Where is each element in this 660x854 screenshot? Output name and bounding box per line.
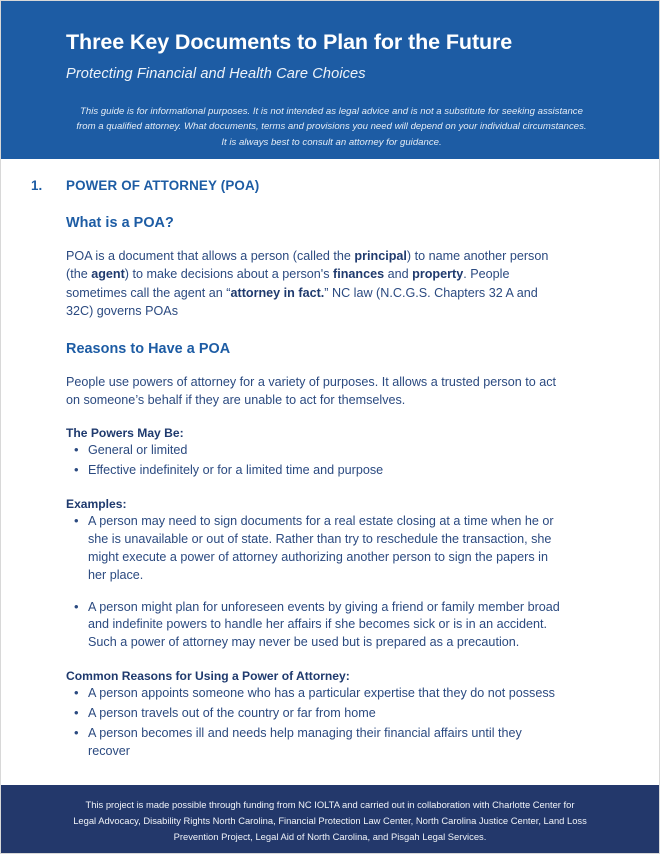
list-item: • General or limited xyxy=(66,442,562,460)
para1-part3: ) to make decisions about a person's xyxy=(124,267,334,282)
section-title: POWER OF ATTORNEY (POA) xyxy=(66,178,260,193)
section-content xyxy=(1,215,607,761)
list-item: • A person becomes ill and needs help managing their financial affairs until they recover xyxy=(66,725,562,761)
label-the-powers-may-be: The Powers May Be: xyxy=(66,426,184,441)
list-item: • A person might plan for unforeseen events by giving a friend or family member broad and indefinite powers to handle her affairs if she becomes sick or is in an accident. Such a power of attorney may never be used but is prepared as a precaution. xyxy=(66,599,562,653)
subheading-reasons-to-have-a-poa: Reasons to Have a POA xyxy=(66,340,231,357)
footer-funding-text: This project is made possible through funding from NC IOLTA and carried out in collaboration with Charlotte Center for Legal Advocacy, Disability Rights North Carolina, Financial Protection Law Center, North Carolina Justice Center, Land Loss Prevention Project, Legal Aid of North Carolina, and Pisgah Legal Services. xyxy=(73,799,587,843)
para1-bold1: principal xyxy=(354,249,407,264)
document-footer xyxy=(1,785,659,853)
document-body xyxy=(1,177,659,761)
page-title: Three Key Documents to Plan for the Future xyxy=(66,30,513,54)
paragraph-reasons: People use powers of attorney for a variety of purposes. It allows a trusted person to act on someone’s behalf if they are unable to act for themselves. xyxy=(66,374,557,407)
list-common-reasons xyxy=(66,685,562,761)
para1-part6: ” NC law (N.C.G.S. Chapters 32 A and 32C) governs POAs xyxy=(66,285,538,319)
list-examples xyxy=(66,513,562,652)
list-item: • A person appoints someone who has a particular expertise that they do not possess xyxy=(66,685,562,703)
list-powers-may-be xyxy=(66,442,562,480)
list-item: • Effective indefinitely or for a limited time and purpose xyxy=(66,462,562,480)
label-examples: Examples: xyxy=(66,497,127,512)
para1-part5: . People sometimes call the agent an “ xyxy=(66,267,510,300)
section-number: 1. xyxy=(31,178,43,193)
para1-bold5: attorney in fact. xyxy=(230,285,325,300)
section-heading-row xyxy=(1,177,607,195)
list-item: • A person may need to sign documents for a real estate closing at a time when he or she is unavailable or out of state. Rather than try to reschedule the transaction, she might execute a power of attorney authorizing another person to sign the papers in her place. xyxy=(66,513,562,585)
header-disclaimer-text: This guide is for informational purposes. It is not intended as legal advice and is not a substitute for seeking assistance from a qualified attorney. What documents, terms and provisions you need will depend on your individual circumstances. It is always best to consult an attorney for guidance. xyxy=(76,105,587,148)
page-subtitle: Protecting Financial and Health Care Choices xyxy=(66,65,366,82)
document-header xyxy=(1,1,659,159)
para1-bold3: finances xyxy=(333,267,385,282)
label-common-reasons: Common Reasons for Using a Power of Attorney: xyxy=(66,669,350,684)
list-item: • A person travels out of the country or far from home xyxy=(66,705,562,723)
para1-part1: POA is a document that allows a person (called the xyxy=(66,249,355,264)
subheading-what-is-a-poa: What is a POA? xyxy=(66,215,174,232)
paragraph-what-is-a-poa xyxy=(66,247,562,321)
para1-bold2: agent xyxy=(91,267,125,282)
para1-part4: and xyxy=(384,267,413,282)
para1-bold4: property xyxy=(412,267,464,282)
para1-part2: ) to name another person (the xyxy=(66,249,549,282)
